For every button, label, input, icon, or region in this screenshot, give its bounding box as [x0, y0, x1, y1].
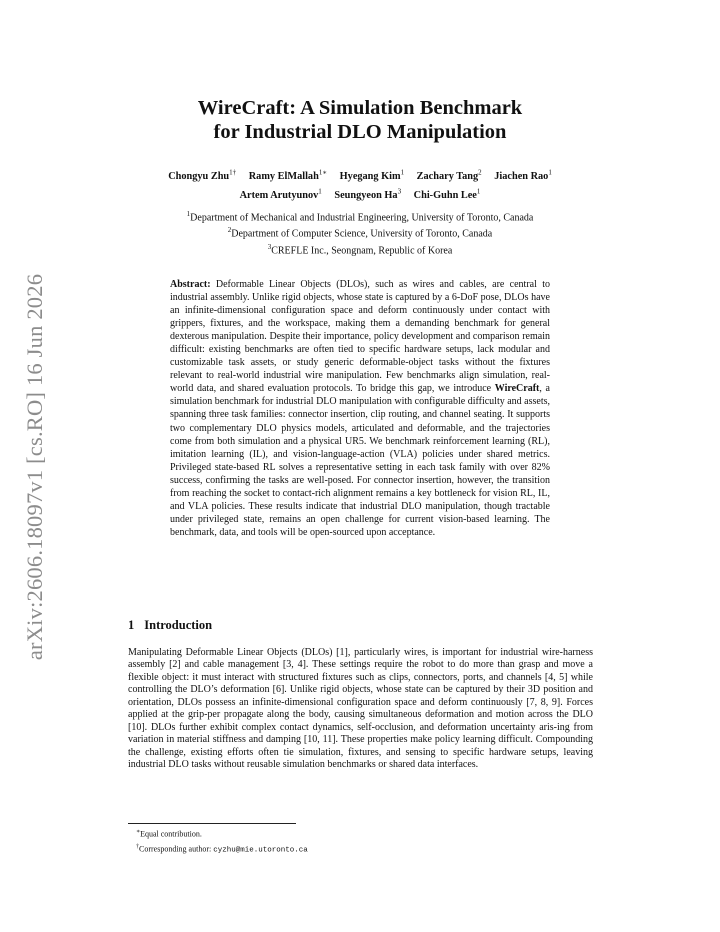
- affiliation: $^2$Department of Computer Science, University of Toronto, Canada: [227, 226, 493, 240]
- author: Seungyeon Ha$^3$: [334, 187, 402, 201]
- introduction-paragraph: Manipulating Deformable Linear Objects (DLOs) [1], particularly wires, is important for industrial wire-harness assembly [2] and cable management [3, 4]. These settings require the robot to do more than grasp and move a flexible object: it must interact with structured fixtures such as clips, connectors, ports, and channels [4, 5] while controlling the DLO’s deformation [6]. Unlike rigid objects, whose state can be captured by their 3D position and orientation, DLOs possess an infinite-dimensional configuration space and deform continuously [7, 8, 9]. Forces applied at the grip-per propagate along the body, causing simultaneous deformation and motion across the DLO [10]. DLOs further exhibit complex contact dynamics, self-occlusion, and deformation uncertainty aris-ing from variation in material stiffness and damping [10, 11]. These properties make policy learning difficult. Compounding the challenge, existing efforts often tie simulation, fixtures, and sensing to specific hardware setups, leaving industrial DLO tasks without reusable simulation benchmarks or shared data interfaces.: [128, 647, 593, 771]
- affiliation: $^1$Department of Mechanical and Industrial Engineering, University of Toronto, Canada: [186, 210, 534, 224]
- arxiv-side-stamp: [14, 262, 56, 672]
- abstract-emphasis: WireCraft: [494, 383, 540, 395]
- affiliation: $^3$CREFLE Inc., Seongnam, Republic of Korea: [267, 242, 453, 256]
- author-list: [120, 166, 600, 203]
- paper-title: [120, 96, 600, 144]
- section-heading: [128, 618, 212, 633]
- author: Hyegang Kim$^1$: [339, 169, 405, 183]
- abstract-text-2: , a simulation benchmark for industrial DLO manipulation with configurable difficulty and assets, spanning three task families: connector insertion, clip routing, and channel seating. It supports two complementary DLO physics models, articulated and deformable, and the trajectories come from both simulation and a physical UR5. We benchmark reinforcement learning (RL), imitation learning (IL), and vision-language-action (VLA) policies under shared metrics. Privileged state-based RL solves a representative setting in each task family with over 82% success, confirming the tasks are well-posed. For connector insertion, however, the transition from reaching the socket to contact-rich alignment remains a key bottleneck for vision RL, IL, and VLA policies. These results indicate that industrial DLO manipulation, though tractable under privileged state, remains an open challenge for current vision-based learning. The benchmark, data, and tools will be open-sourced upon acceptance.: [170, 383, 551, 538]
- author: Chongyu Zhu$^{1\dagger}$: [168, 169, 237, 183]
- title-line-2: for Industrial DLO Manipulation: [213, 121, 507, 143]
- section-number: 1: [128, 618, 135, 632]
- author: Zachary Tang$^2$: [416, 169, 482, 183]
- corresponding-email: cyzhu@mie.utoronto.ca: [213, 846, 308, 855]
- abstract: [170, 278, 550, 539]
- footnotes: [136, 826, 556, 856]
- abstract-label: Abstract:: [170, 279, 211, 290]
- arxiv-identifier: arXiv:2606.18097v1 [cs.RO] 16 Jun 2026: [22, 273, 48, 661]
- section-title: Introduction: [144, 618, 213, 632]
- author-row-1: [120, 166, 600, 184]
- author-row-2: [120, 184, 600, 202]
- footnote-corresponding-author: †Corresponding author: cyzhu@mie.utoronto.ca: [136, 843, 308, 855]
- abstract-text-1: Deformable Linear Objects (DLOs), such as wires and cables, are central to industrial assembly. Unlike rigid objects, whose state is captured by a 6-DoF pose, DLOs have an infinite-dimensional configuration space and deform continuously under contact with grippers, fixtures, and the workspace, making them a demanding benchmark for general dexterous manipulation. Despite their importance, policy development and comparison remain difficult: existing benchmarks are often tied to specific hardware setups, lack modular and customizable task assets, or study generic deformable-object tasks without the fixtures relevant to real-world industrial wire manipulation. Few benchmarks align simulation, real-world data, and shared evaluation protocols. To bridge this gap, we introduce: [170, 279, 550, 395]
- author: Jiachen Rao$^1$: [494, 169, 552, 183]
- author: Ramy ElMallah$^{1∗}$: [248, 169, 328, 183]
- affiliations: [120, 208, 600, 257]
- footnote-equal-contribution: ∗Equal contribution.: [136, 829, 202, 839]
- author: Artem Arutyunov$^1$: [239, 187, 322, 201]
- author: Chi-Guhn Lee$^1$: [413, 187, 481, 201]
- title-line-1: WireCraft: A Simulation Benchmark: [197, 97, 523, 119]
- footnote-rule: [128, 823, 296, 824]
